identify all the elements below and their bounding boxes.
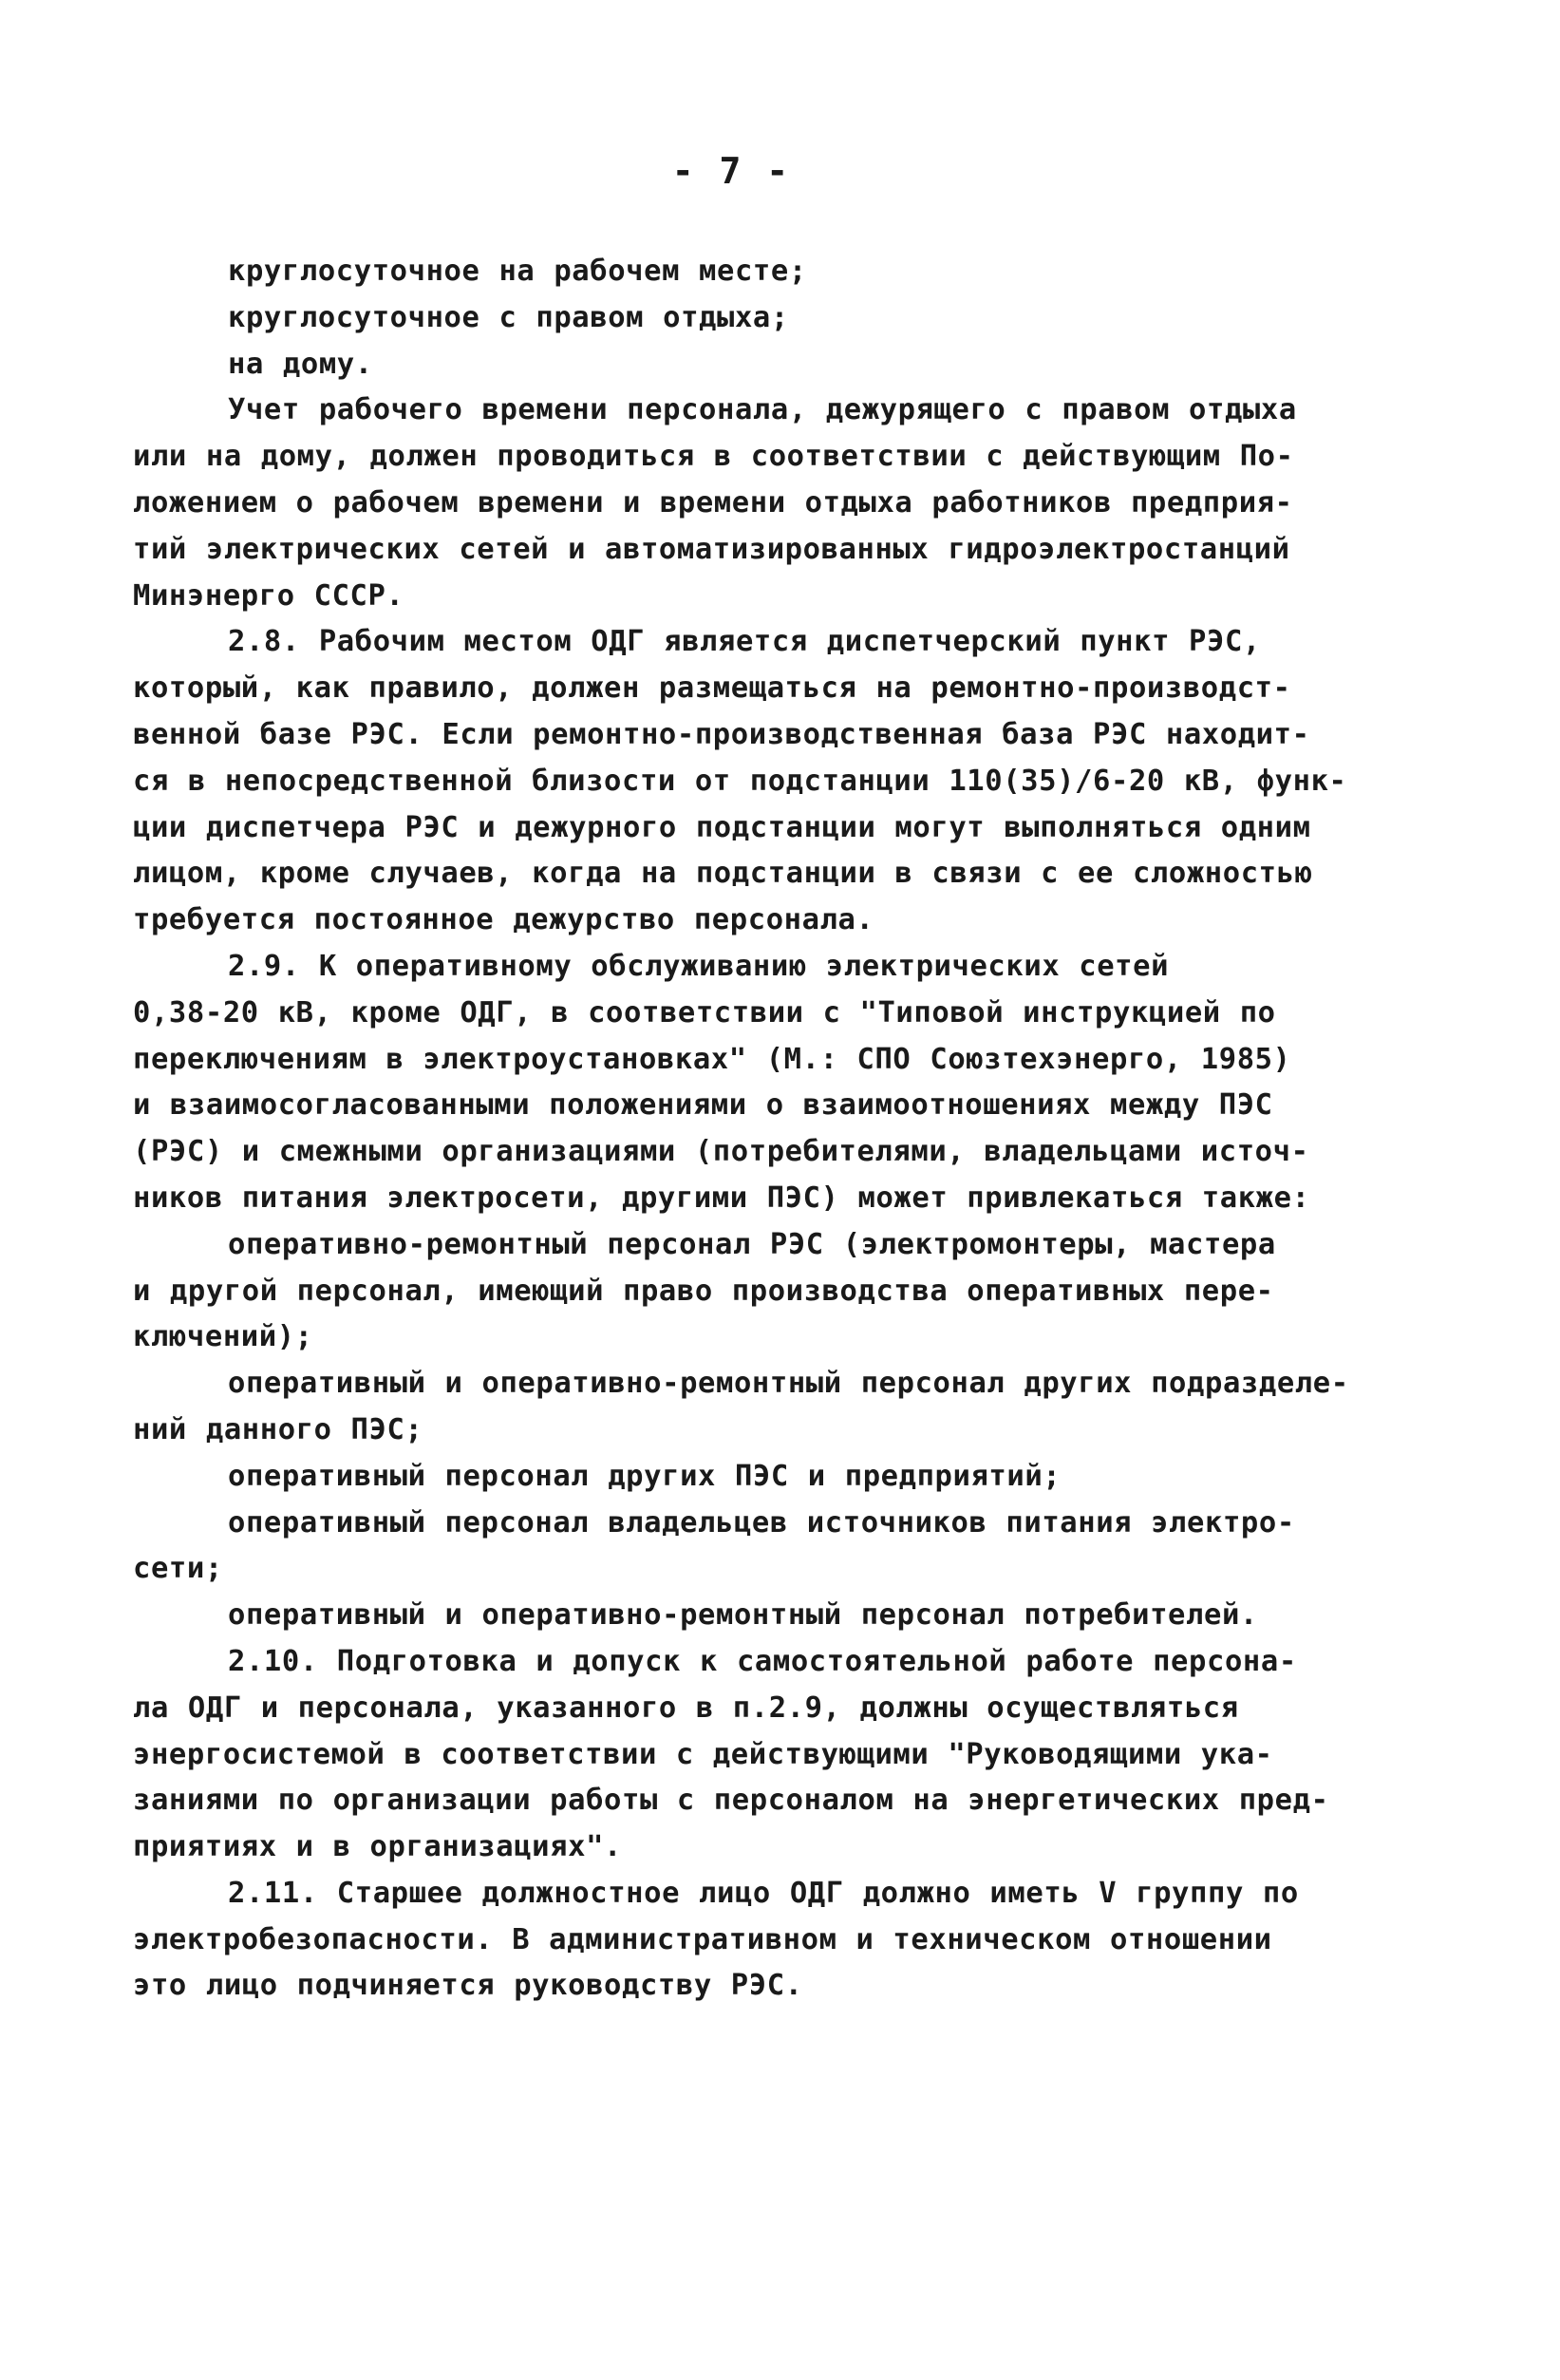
text-line: оперативный персонал владельцев источников питания электро- [228, 1505, 1295, 1539]
text-line: круглосуточное с правом отдыха; [228, 300, 789, 334]
text-line: заниями по организации работы с персоналом на энергетических пред- [133, 1784, 1329, 1818]
text-line: ла ОДГ и персонала, указанного в п.2.9, должны осуществляться [133, 1691, 1239, 1725]
text-line: оперативно-ремонтный персонал РЭС (электромонтеры, мастера [228, 1227, 1276, 1261]
text-line: ников питания электросети, другими ПЭС) может привлекаться также: [133, 1181, 1310, 1215]
text-line: 0,38-20 кВ, кроме ОДГ, в соответствии с "Типовой инструкцией по [133, 995, 1276, 1029]
text-line: сети; [133, 1552, 223, 1586]
page-number: - 7 - [671, 150, 791, 192]
text-line: лицом, кроме случаев, когда на подстанции в связи с ее сложностью [133, 857, 1313, 891]
text-line: оперативный и оперативно-ремонтный персонал других подразделе- [228, 1367, 1349, 1401]
text-line: ции диспетчера РЭС и дежурного подстанции могут выполняться одним [133, 810, 1311, 844]
text-line: ключений); [133, 1320, 313, 1354]
text-line: на дому. [228, 347, 373, 381]
text-line: Минэнерго СССР. [133, 578, 404, 613]
text-line: Учет рабочего времени персонала, дежурящего с правом отдыха [228, 393, 1297, 427]
text-line: или на дому, должен проводиться в соответствии с действующим По- [133, 440, 1294, 474]
text-line: 2.8. Рабочим местом ОДГ является диспетчерский пункт РЭС, [228, 625, 1261, 659]
text-line: требуется постоянное дежурство персонала. [133, 903, 874, 937]
text-line: это лицо подчиняется руководству РЭС. [133, 1969, 803, 2003]
text-line: 2.10. Подготовка и допуск к самостоятельной работе персона- [228, 1644, 1297, 1678]
text-line: который, как правило, должен размещаться на ремонтно-производст- [133, 671, 1291, 706]
text-line: оперативный и оперативно-ремонтный персонал потребителей. [228, 1598, 1258, 1633]
text-line: ся в непосредственной близости от подстанции 110(35)/6-20 кВ, функ- [133, 764, 1347, 798]
text-line: круглосуточное на рабочем месте; [228, 255, 807, 288]
text-line: 2.11. Старшее должностное лицо ОДГ должно иметь V группу по [228, 1876, 1299, 1910]
text-line: и другой персонал, имеющий право производства оперативных пере- [133, 1274, 1274, 1308]
text-line: ложением о рабочем времени и времени отдыха работников предприя- [133, 485, 1293, 519]
text-line: ний данного ПЭС; [133, 1412, 423, 1446]
text-line: 2.9. К оперативному обслуживанию электрических сетей [228, 949, 1170, 983]
text-line: электробезопасности. В административном и техническом отношении [133, 1922, 1272, 1956]
text-line: оперативный персонал других ПЭС и предприятий; [228, 1459, 1062, 1493]
text-line: и взаимосогласованными положениями о взаимоотношениях между ПЭС [133, 1088, 1273, 1123]
text-line: тий электрических сетей и автоматизированных гидроэлектростанций [133, 532, 1290, 566]
text-line: (РЭС) и смежными организациями (потребителями, владельцами источ- [133, 1135, 1309, 1169]
text-line: переключениям в электроустановках" (М.: СПО Союзтехэнерго, 1985) [133, 1042, 1291, 1076]
document-body [133, 249, 1443, 2010]
text-line: венной базе РЭС. Если ремонтно-производственная база РЭС находит- [133, 717, 1310, 751]
text-line: энергосистемой в соответствии с действующими "Руководящими ука- [133, 1737, 1273, 1771]
text-line: приятиях и в организациях". [133, 1830, 622, 1864]
